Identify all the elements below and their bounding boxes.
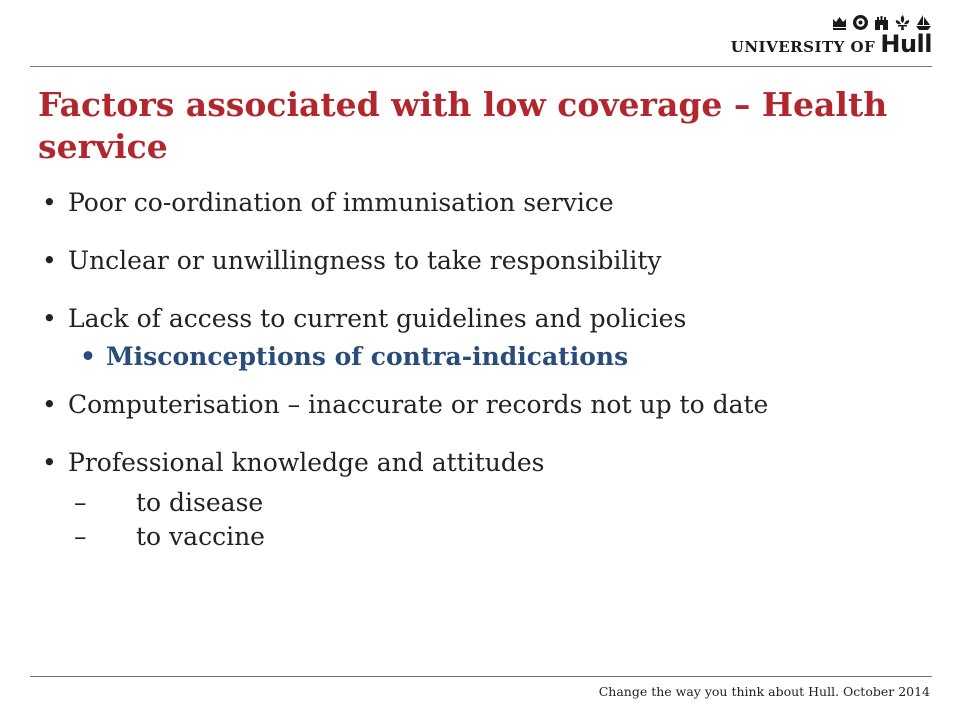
crest-emblems <box>831 14 932 31</box>
university-logo <box>730 14 932 58</box>
footer-text: Change the way you think about Hull. October 2014 <box>598 684 930 699</box>
bullet-marker: • <box>42 246 57 275</box>
bullet-text: Professional knowledge and attitudes <box>68 448 545 477</box>
dash-marker: – <box>74 488 87 517</box>
fleur-de-lis-emblem-icon <box>894 14 911 31</box>
bullet-marker: • <box>42 304 57 333</box>
bullet-item <box>38 186 918 220</box>
slide-title: Factors associated with low coverage – Health service <box>38 85 888 166</box>
ship-emblem-icon <box>915 14 932 31</box>
footer-divider <box>30 676 932 677</box>
bullet-marker: • <box>42 188 57 217</box>
bullet-item <box>38 446 918 480</box>
header-divider <box>30 66 932 67</box>
dash-text: to vaccine <box>136 522 265 551</box>
crown-emblem-icon <box>831 14 848 31</box>
castle-emblem-icon <box>873 14 890 31</box>
bullet-marker: • <box>80 342 96 371</box>
dash-item <box>38 520 918 554</box>
bullet-marker: • <box>42 390 57 419</box>
sub-bullet-item <box>38 340 918 374</box>
bullet-marker: • <box>42 448 57 477</box>
wordmark-prefix: UNIVERSITY OF <box>730 38 876 56</box>
university-wordmark <box>731 30 932 58</box>
dash-marker: – <box>74 522 87 551</box>
wordmark-name: Hull <box>880 30 932 58</box>
bullet-item <box>38 244 918 278</box>
bullet-text: Unclear or unwillingness to take responsibility <box>68 246 662 275</box>
bullet-text: Lack of access to current guidelines and policies <box>68 304 687 333</box>
bullet-item <box>38 388 918 422</box>
bullet-text: Computerisation – inaccurate or records not up to date <box>68 390 769 419</box>
slide-body <box>38 186 918 554</box>
dash-text: to disease <box>136 488 264 517</box>
dash-item <box>38 486 918 520</box>
bullet-item <box>38 302 918 336</box>
sub-bullet-text: Misconceptions of contra-indications <box>106 342 629 371</box>
rose-emblem-icon <box>852 14 869 31</box>
bullet-text: Poor co-ordination of immunisation service <box>68 188 614 217</box>
